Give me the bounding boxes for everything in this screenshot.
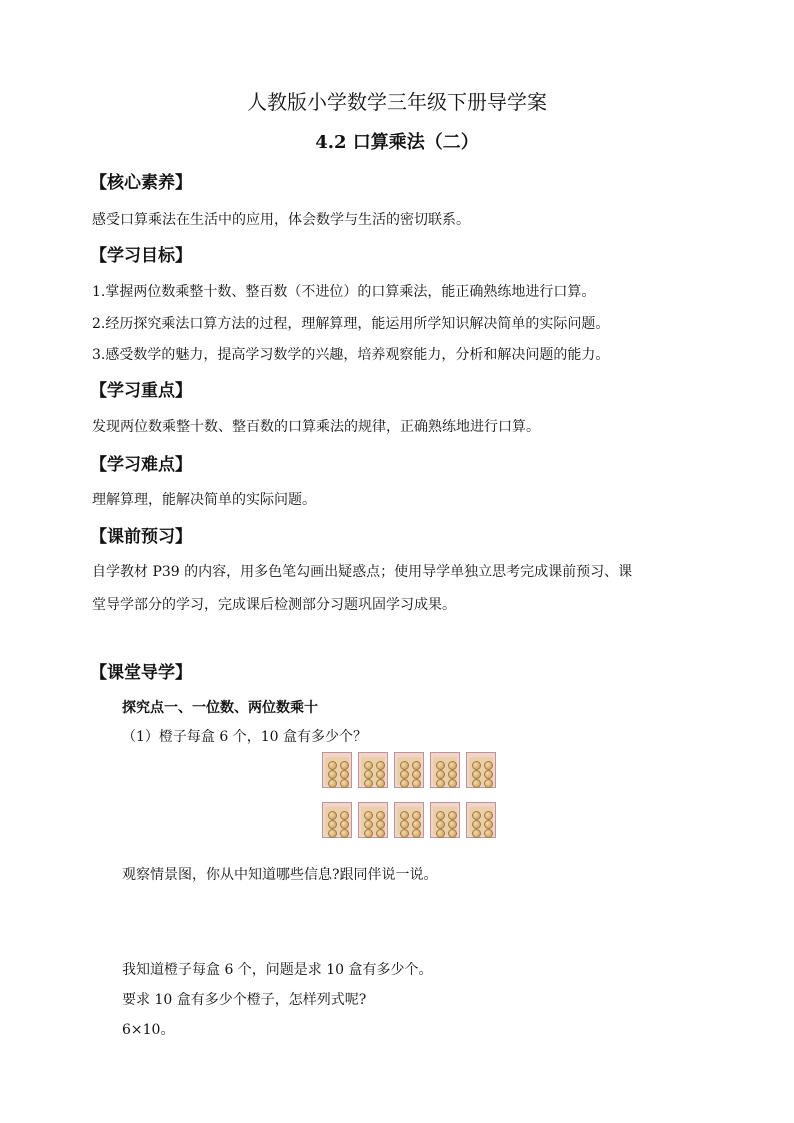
orange-icon (448, 811, 457, 820)
orange-icon (484, 811, 493, 820)
orange-icon (484, 761, 493, 770)
preview-line-1: 自学教材 P39 的内容，用多色笔勾画出疑惑点；使用导学单独立思考完成课前预习、课 (92, 564, 633, 580)
orange-box (394, 752, 424, 788)
orange-icon (376, 761, 385, 770)
orange-icon (448, 761, 457, 770)
orange-icon (376, 829, 385, 838)
orange-box (430, 752, 460, 788)
orange-icon (340, 770, 349, 779)
orange-icon (328, 811, 337, 820)
orange-icon (364, 761, 373, 770)
orange-icon (328, 770, 337, 779)
orange-icon (472, 820, 481, 829)
orange-icon (484, 820, 493, 829)
observe-prompt: 观察情景图，你从中知道哪些信息?跟同伴说一说。 (122, 867, 438, 883)
orange-icon (364, 811, 373, 820)
orange-box (358, 802, 388, 838)
explore-point-1: 探究点一、一位数、两位数乘十 (122, 700, 318, 716)
orange-icon (376, 820, 385, 829)
heading-key: 【学习重点】 (90, 381, 192, 401)
orange-icon (436, 779, 445, 788)
orange-boxes-figure (322, 752, 498, 846)
preview-line-2: 堂导学部分的学习，完成课后检测部分习题巩固学习成果。 (92, 597, 456, 613)
orange-icon (484, 770, 493, 779)
orange-icon (412, 779, 421, 788)
orange-icon (412, 811, 421, 820)
known-info: 我知道橙子每盒 6 个，问题是求 10 盒有多少个。 (122, 962, 433, 978)
orange-icon (400, 770, 409, 779)
core-text: 感受口算乘法在生活中的应用，体会数学与生活的密切联系。 (92, 212, 470, 228)
orange-box (322, 802, 352, 838)
orange-icon (436, 829, 445, 838)
orange-icon (412, 761, 421, 770)
orange-icon (328, 829, 337, 838)
formula-answer: 6×10。 (122, 1022, 175, 1038)
orange-icon (400, 820, 409, 829)
orange-box (322, 752, 352, 788)
orange-icon (448, 820, 457, 829)
orange-icon (364, 829, 373, 838)
heading-goals: 【学习目标】 (90, 246, 192, 266)
orange-icon (412, 770, 421, 779)
orange-icon (340, 829, 349, 838)
lesson-title: 4.2 口算乘法（二） (315, 132, 479, 153)
orange-icon (412, 820, 421, 829)
orange-icon (436, 761, 445, 770)
orange-icon (448, 829, 457, 838)
orange-icon (472, 829, 481, 838)
orange-icon (484, 829, 493, 838)
goal-item-1: 1.掌握两位数乘整十数、整百数（不进位）的口算乘法，能正确熟练地进行口算。 (92, 284, 596, 300)
difficulty-text: 理解算理，能解决简单的实际问题。 (92, 492, 316, 508)
orange-icon (412, 829, 421, 838)
orange-box (466, 752, 496, 788)
heading-guide: 【课堂导学】 (90, 663, 192, 683)
orange-icon (376, 770, 385, 779)
goal-item-2: 2.经历探究乘法口算方法的过程，理解算理，能运用所学知识解决简单的实际问题。 (92, 316, 610, 332)
orange-box (430, 802, 460, 838)
formula-question: 要求 10 盒有多少个橙子，怎样列式呢? (122, 992, 367, 1008)
heading-preview: 【课前预习】 (90, 527, 192, 547)
orange-box (466, 802, 496, 838)
orange-icon (328, 820, 337, 829)
orange-icon (436, 770, 445, 779)
orange-box (358, 752, 388, 788)
orange-icon (436, 820, 445, 829)
orange-icon (472, 761, 481, 770)
orange-icon (340, 820, 349, 829)
orange-icon (484, 779, 493, 788)
goal-item-3: 3.感受数学的魅力，提高学习数学的兴趣，培养观察能力，分析和解决问题的能力。 (92, 347, 610, 363)
key-text: 发现两位数乘整十数、整百数的口算乘法的规律，正确熟练地进行口算。 (92, 419, 540, 435)
heading-difficulty: 【学习难点】 (90, 455, 192, 475)
page-title: 人教版小学数学三年级下册导学案 (247, 90, 547, 114)
orange-icon (400, 761, 409, 770)
orange-icon (400, 829, 409, 838)
orange-icon (364, 820, 373, 829)
orange-icon (472, 779, 481, 788)
orange-icon (376, 779, 385, 788)
orange-icon (364, 770, 373, 779)
orange-icon (448, 779, 457, 788)
orange-icon (340, 761, 349, 770)
orange-icon (328, 761, 337, 770)
heading-core: 【核心素养】 (90, 173, 192, 193)
orange-icon (400, 811, 409, 820)
orange-icon (436, 811, 445, 820)
orange-icon (364, 779, 373, 788)
orange-icon (376, 811, 385, 820)
orange-icon (328, 779, 337, 788)
orange-icon (400, 779, 409, 788)
orange-box (394, 802, 424, 838)
question-1: （1）橙子每盒 6 个，10 盒有多少个？ (122, 729, 367, 745)
orange-icon (340, 779, 349, 788)
orange-icon (340, 811, 349, 820)
orange-icon (472, 770, 481, 779)
orange-icon (448, 770, 457, 779)
orange-icon (472, 811, 481, 820)
